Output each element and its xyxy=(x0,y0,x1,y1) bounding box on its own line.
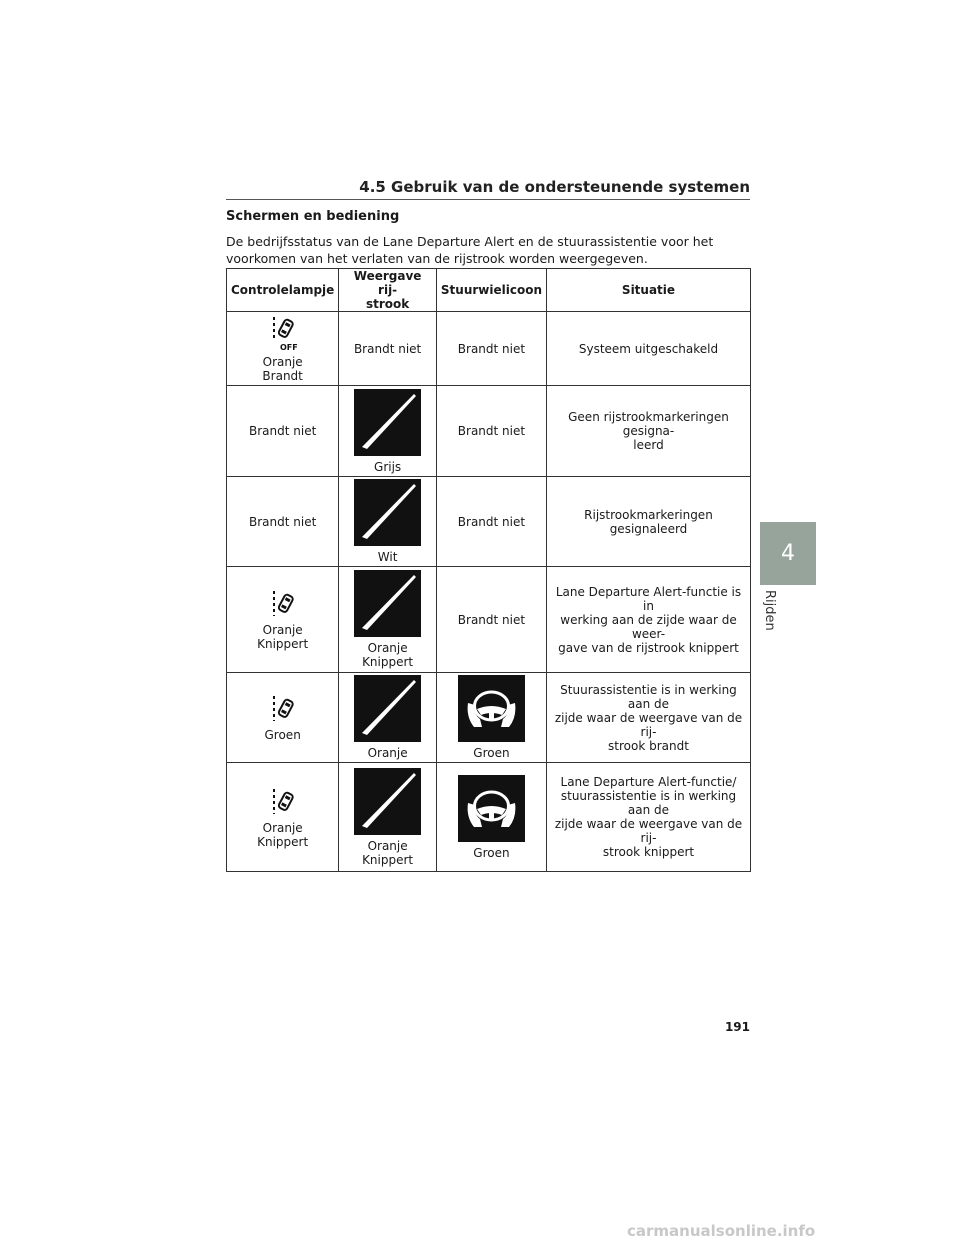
indicator-cell: OFF Oranje Brandt xyxy=(227,312,339,386)
lane-departure-off-icon xyxy=(268,314,298,352)
table-row xyxy=(227,763,751,872)
intro-paragraph: De bedrijfsstatus van de Lane Departure Alert en de stuurassistentie voor het voorkomen van het verlaten van de rijstrook worden weergegeven. xyxy=(226,234,714,266)
situation-cell: Systeem uitgeschakeld xyxy=(546,312,750,386)
indicator-cell: Brandt niet xyxy=(227,386,339,477)
table-header-row xyxy=(227,269,751,312)
status-table xyxy=(226,268,751,872)
col-header-indicator: Controlelampje xyxy=(227,269,339,312)
situation-cell: Geen rijstrookmarkeringen gesigna- leerd xyxy=(546,386,750,477)
situation-cell: Stuurassistentie is in werking aan de zijde waar de weergave van de rij- strook brandt xyxy=(546,673,750,763)
table-row xyxy=(227,567,751,673)
indicator-cell: Brandt niet xyxy=(227,477,339,567)
table-row xyxy=(227,386,751,477)
lane-cell: Grijs xyxy=(339,386,437,477)
lane-line-icon xyxy=(354,389,421,456)
wheel-cell: Groen xyxy=(436,673,546,763)
svg-text:OFF: OFF xyxy=(279,343,298,352)
lane-cell: Wit xyxy=(339,477,437,567)
lane-line-icon xyxy=(354,570,421,637)
header-rule xyxy=(226,199,750,200)
situation-cell: Lane Departure Alert-functie/ stuurassistentie is in werking aan de zijde waar de weergave van de rij- strook knippert xyxy=(546,763,750,872)
lane-departure-indicator-icon xyxy=(268,693,298,725)
steering-wheel-hands-icon xyxy=(458,675,525,742)
wheel-cell: Brandt niet xyxy=(436,312,546,386)
wheel-cell: Brandt niet xyxy=(436,567,546,673)
section-title: Schermen en bediening xyxy=(226,209,400,224)
col-header-situation: Situatie xyxy=(546,269,750,312)
indicator-cell: Groen xyxy=(227,673,339,763)
lane-line-icon xyxy=(354,675,421,742)
indicator-cell: Oranje Knippert xyxy=(227,567,339,673)
lane-cell: Brandt niet xyxy=(339,312,437,386)
chapter-tab xyxy=(760,522,816,585)
chapter-number: 4 xyxy=(781,541,795,566)
table-row xyxy=(227,312,751,386)
chapter-label: Rijden xyxy=(762,590,777,631)
situation-cell: Rijstrookmarkeringen gesignaleerd xyxy=(546,477,750,567)
lane-departure-indicator-icon xyxy=(268,786,298,818)
watermark: carmanualsonline.info xyxy=(627,1222,816,1240)
table-row xyxy=(227,477,751,567)
lane-cell: Oranje xyxy=(339,673,437,763)
indicator-cell: Oranje Knippert xyxy=(227,763,339,872)
wheel-cell: Groen xyxy=(436,763,546,872)
lane-cell: Oranje Knippert xyxy=(339,763,437,872)
wheel-cell: Brandt niet xyxy=(436,386,546,477)
lane-departure-indicator-icon xyxy=(268,588,298,620)
running-header: 4.5 Gebruik van de ondersteunende systemen xyxy=(359,178,750,196)
page-number: 191 xyxy=(724,1020,750,1034)
lane-line-icon xyxy=(354,479,421,546)
col-header-lane: Weergave rij- strook xyxy=(339,269,437,312)
wheel-cell: Brandt niet xyxy=(436,477,546,567)
col-header-wheel: Stuurwielicoon xyxy=(436,269,546,312)
steering-wheel-hands-icon xyxy=(458,775,525,842)
table-row xyxy=(227,673,751,763)
situation-cell: Lane Departure Alert-functie is in werking aan de zijde waar de weer- gave van de rijstrook knippert xyxy=(546,567,750,673)
lane-cell: Oranje Knippert xyxy=(339,567,437,673)
lane-line-icon xyxy=(354,768,421,835)
